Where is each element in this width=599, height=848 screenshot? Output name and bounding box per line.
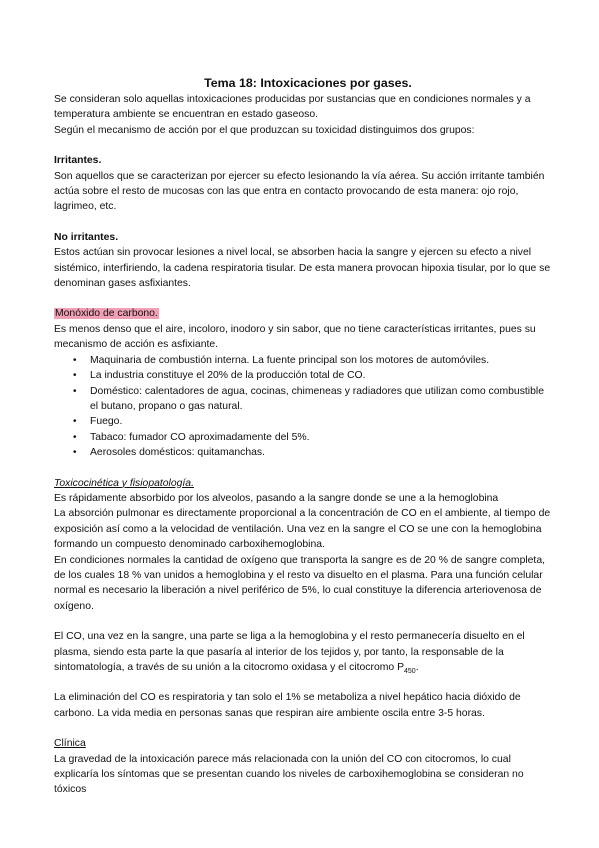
- toxicocinetica-p4: [54, 629, 552, 675]
- list-item: • Tabaco: fumador CO aproximadamente del 5%.: [90, 430, 552, 445]
- clinica-text: La gravedad de la intoxicación parece más relacionada con la unión del CO con citocromos, lo cual explicaría los síntomas que se presentan cuando los niveles de carboxihemoglobina se consideran no tóxicos: [54, 753, 524, 796]
- monoxido-heading-line: [54, 306, 552, 321]
- toxicocinetica-p2: La absorción pulmonar es directamente proporcional a la concentración de CO en el ambiente, al tiempo de exposición así como a la velocidad de ventilación. Una vez en la sangre el CO se une con la hemoglobina formando un compuesto denominado carboxihemoglobina.: [54, 508, 551, 551]
- toxicocinetica-heading: Toxicocinética y fisiopatología.: [54, 477, 194, 489]
- toxicocinetica-p5: La eliminación del CO es respiratoria y tan solo el 1% se metaboliza a nivel hepático hacia dióxido de carbono. La vida media en personas sanas que respiran aire ambiente oscila entre 3-5 horas.: [54, 692, 521, 719]
- irritantes-heading: Irritantes.: [54, 155, 102, 167]
- list-item: • La industria constituye el 20% de la producción total de CO.: [90, 368, 552, 383]
- toxicocinetica-p4-main: El CO, una vez en la sangre, una parte se liga a la hemoglobina y el resto permanecería disuelto en el plasma, siendo esta parte la que pasaría al interior de los tejidos y, por tanto, la responsable de la sintomatología, a través de su unión a la citocromo oxidasa y el citocromo P: [54, 631, 525, 673]
- toxicocinetica-p1: Es rápidamente absorbido por los alveolos, pasando a la sangre donde se une a la hemoglobina: [54, 492, 499, 504]
- no-irritantes-heading: No irritantes.: [54, 231, 119, 243]
- no-irritantes-text: Estos actúan sin provocar lesiones a nivel local, se absorben hacia la sangre y ejercen su efecto a nivel sistémico, interfiriendo, la cadena respiratoria tisular. De esta manera provocan hipoxia tisular, por lo que se denominan gases asfixiantes.: [54, 247, 551, 290]
- document-title: Tema 18: Intoxicaciones por gases.: [204, 76, 412, 90]
- intro-paragraph-2: Según el mecanismo de acción por el que produzcan su toxicidad distinguimos dos grupos:: [54, 124, 475, 136]
- cytochrome-subscript: 450: [404, 668, 416, 676]
- irritantes-text: Son aquellos que se caracterizan por ejercer su efecto lesionando la vía aérea. Su acción irritante también actúa sobre el resto de mucosas con las que entra en contacto provocando de esta manera: ojo rojo, lagrimeo, etc.: [54, 170, 545, 213]
- document-page: [54, 74, 552, 798]
- intro-paragraph-1: Se consideran solo aquellas intoxicaciones producidas por sustancias que en condiciones normales y a temperatura ambiente se encuentran en estado gaseoso.: [54, 94, 531, 121]
- list-item: • Maquinaria de combustión interna. La fuente principal son los motores de automóviles.: [90, 353, 552, 368]
- monoxido-text: Es menos denso que el aire, incoloro, inodoro y sin sabor, que no tiene características irritantes, pues su mecanismo de acción es asfixiante.: [54, 323, 536, 351]
- list-item: • Aerosoles domésticos: quitamanchas.: [90, 445, 552, 460]
- toxicocinetica-heading-line: [54, 476, 552, 491]
- monoxido-heading: Monóxido de carbono.: [55, 308, 158, 320]
- clinica-heading-line: [54, 736, 552, 751]
- toxicocinetica-p4-end: .: [415, 662, 419, 673]
- toxicocinetica-p3: En condiciones normales la cantidad de oxígeno que transporta la sangre es de 20 % de sangre completa, de los cuales 18 % van unidos a hemoglobina y el resto va disuelto en el plasma. Para una función celular normal es necesario la liberación a nivel periférico de 5%, lo cual constituye la diferencia arteriovenosa de oxígeno.: [54, 554, 545, 612]
- list-item: • Fuego.: [90, 414, 552, 429]
- co-sources-list: [54, 353, 552, 461]
- list-item: • Doméstico: calentadores de agua, cocinas, chimeneas y radiadores que utilizan como combustible el butano, propano o gas natural.: [90, 384, 552, 415]
- clinica-heading: Clínica: [54, 738, 86, 750]
